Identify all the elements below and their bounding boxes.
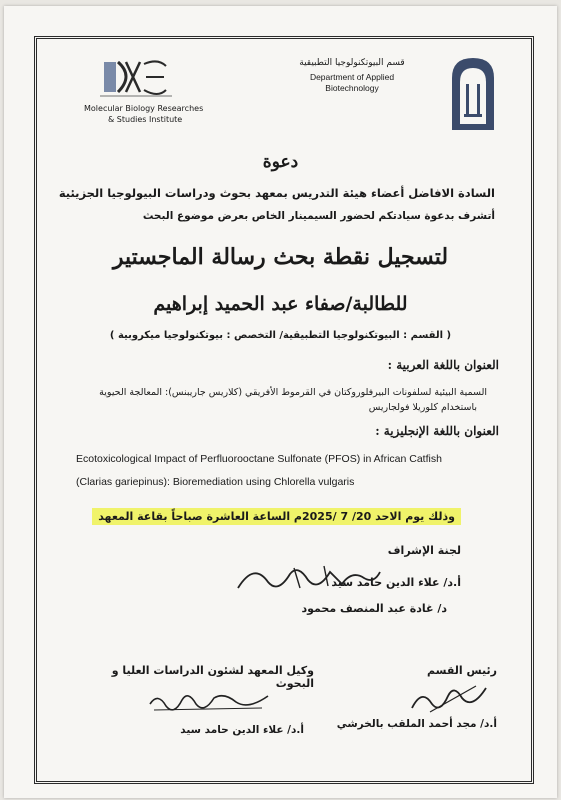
arabic-title-line-1: السمية البيئية لسلفونات البيرفلوروكتان في القرموط الأفريقي (كلاريس جاريبنس): المعالجة الحيوية — [99, 387, 487, 398]
arabic-title-label: العنوان باللغة العربية : — [387, 358, 499, 372]
committee-member-1: أ.د/ علاء الدين حامد سيد — [331, 576, 461, 589]
department-head-title: رئيس القسم — [427, 664, 497, 677]
institute-caption-line-1: Molecular Biology Researches — [84, 104, 204, 113]
department-head-name: أ.د/ مجد أحمد الملقب بالخرشي — [336, 718, 497, 730]
invitation-title: دعوة — [262, 152, 299, 172]
institute-caption-line-2: & Studies Institute — [108, 115, 183, 124]
department-specialization-line: ( القسم : البيوتكنولوجيا التطبيقية/ التخصص : بيوتكنولوجيا ميكروبية ) — [109, 330, 452, 341]
document-page — [4, 6, 557, 798]
department-head-signature — [402, 678, 492, 718]
department-name-ar: قسم البيوتكنولوجيا التطبيقية — [299, 58, 405, 68]
invitation-request-line: أتشرف بدعوة سيادتكم لحضور السيمينار الخاص بعرض موضوع البحث — [142, 210, 495, 222]
vice-dean-name: أ.د/ علاء الدين حامد سيد — [180, 724, 304, 736]
arabic-title-line-2: باستخدام كلوريلا فولجاريس — [368, 402, 477, 413]
vice-dean-signature — [144, 684, 274, 720]
seminar-schedule: وذلك يوم الاحد 20/ 7 /2025م الساعة العاشرة صباحاً بقاعة المعهد — [92, 508, 461, 525]
vice-dean-title: وكيل المعهد لشئون الدراسات العليا و البحوث — [111, 664, 314, 690]
english-title-line-2: (Clarias gariepinus): Bioremediation using Chlorella vulgaris — [76, 476, 355, 488]
institute-logo — [96, 56, 176, 100]
university-seal-icon — [444, 54, 502, 132]
english-title-line-1: Ecotoxicological Impact of Perfluorooctane Sulfonate (PFOS) in African Catfish — [76, 453, 442, 465]
supervisor-signature — [234, 558, 384, 598]
committee-member-2: د/ غادة عبد المنصف محمود — [301, 602, 447, 615]
english-title-label: العنوان باللغة الإنجليزية : — [375, 424, 499, 438]
addressee-line: السادة الافاضل أعضاء هيئة التدريس بمعهد بحوث ودراسات البيولوجيا الجزيئية — [58, 186, 495, 200]
student-name: للطالبة/صفاء عبد الحميد إبراهيم — [153, 293, 408, 315]
department-name-en-line-1: Department of Applied — [309, 72, 395, 82]
seminar-topic-heading: لتسجيل نقطة بحث رسالة الماجستير — [112, 244, 449, 270]
department-name-en-line-2: Biotechnology — [325, 83, 379, 93]
supervision-committee-label: لجنة الإشراف — [387, 544, 461, 557]
